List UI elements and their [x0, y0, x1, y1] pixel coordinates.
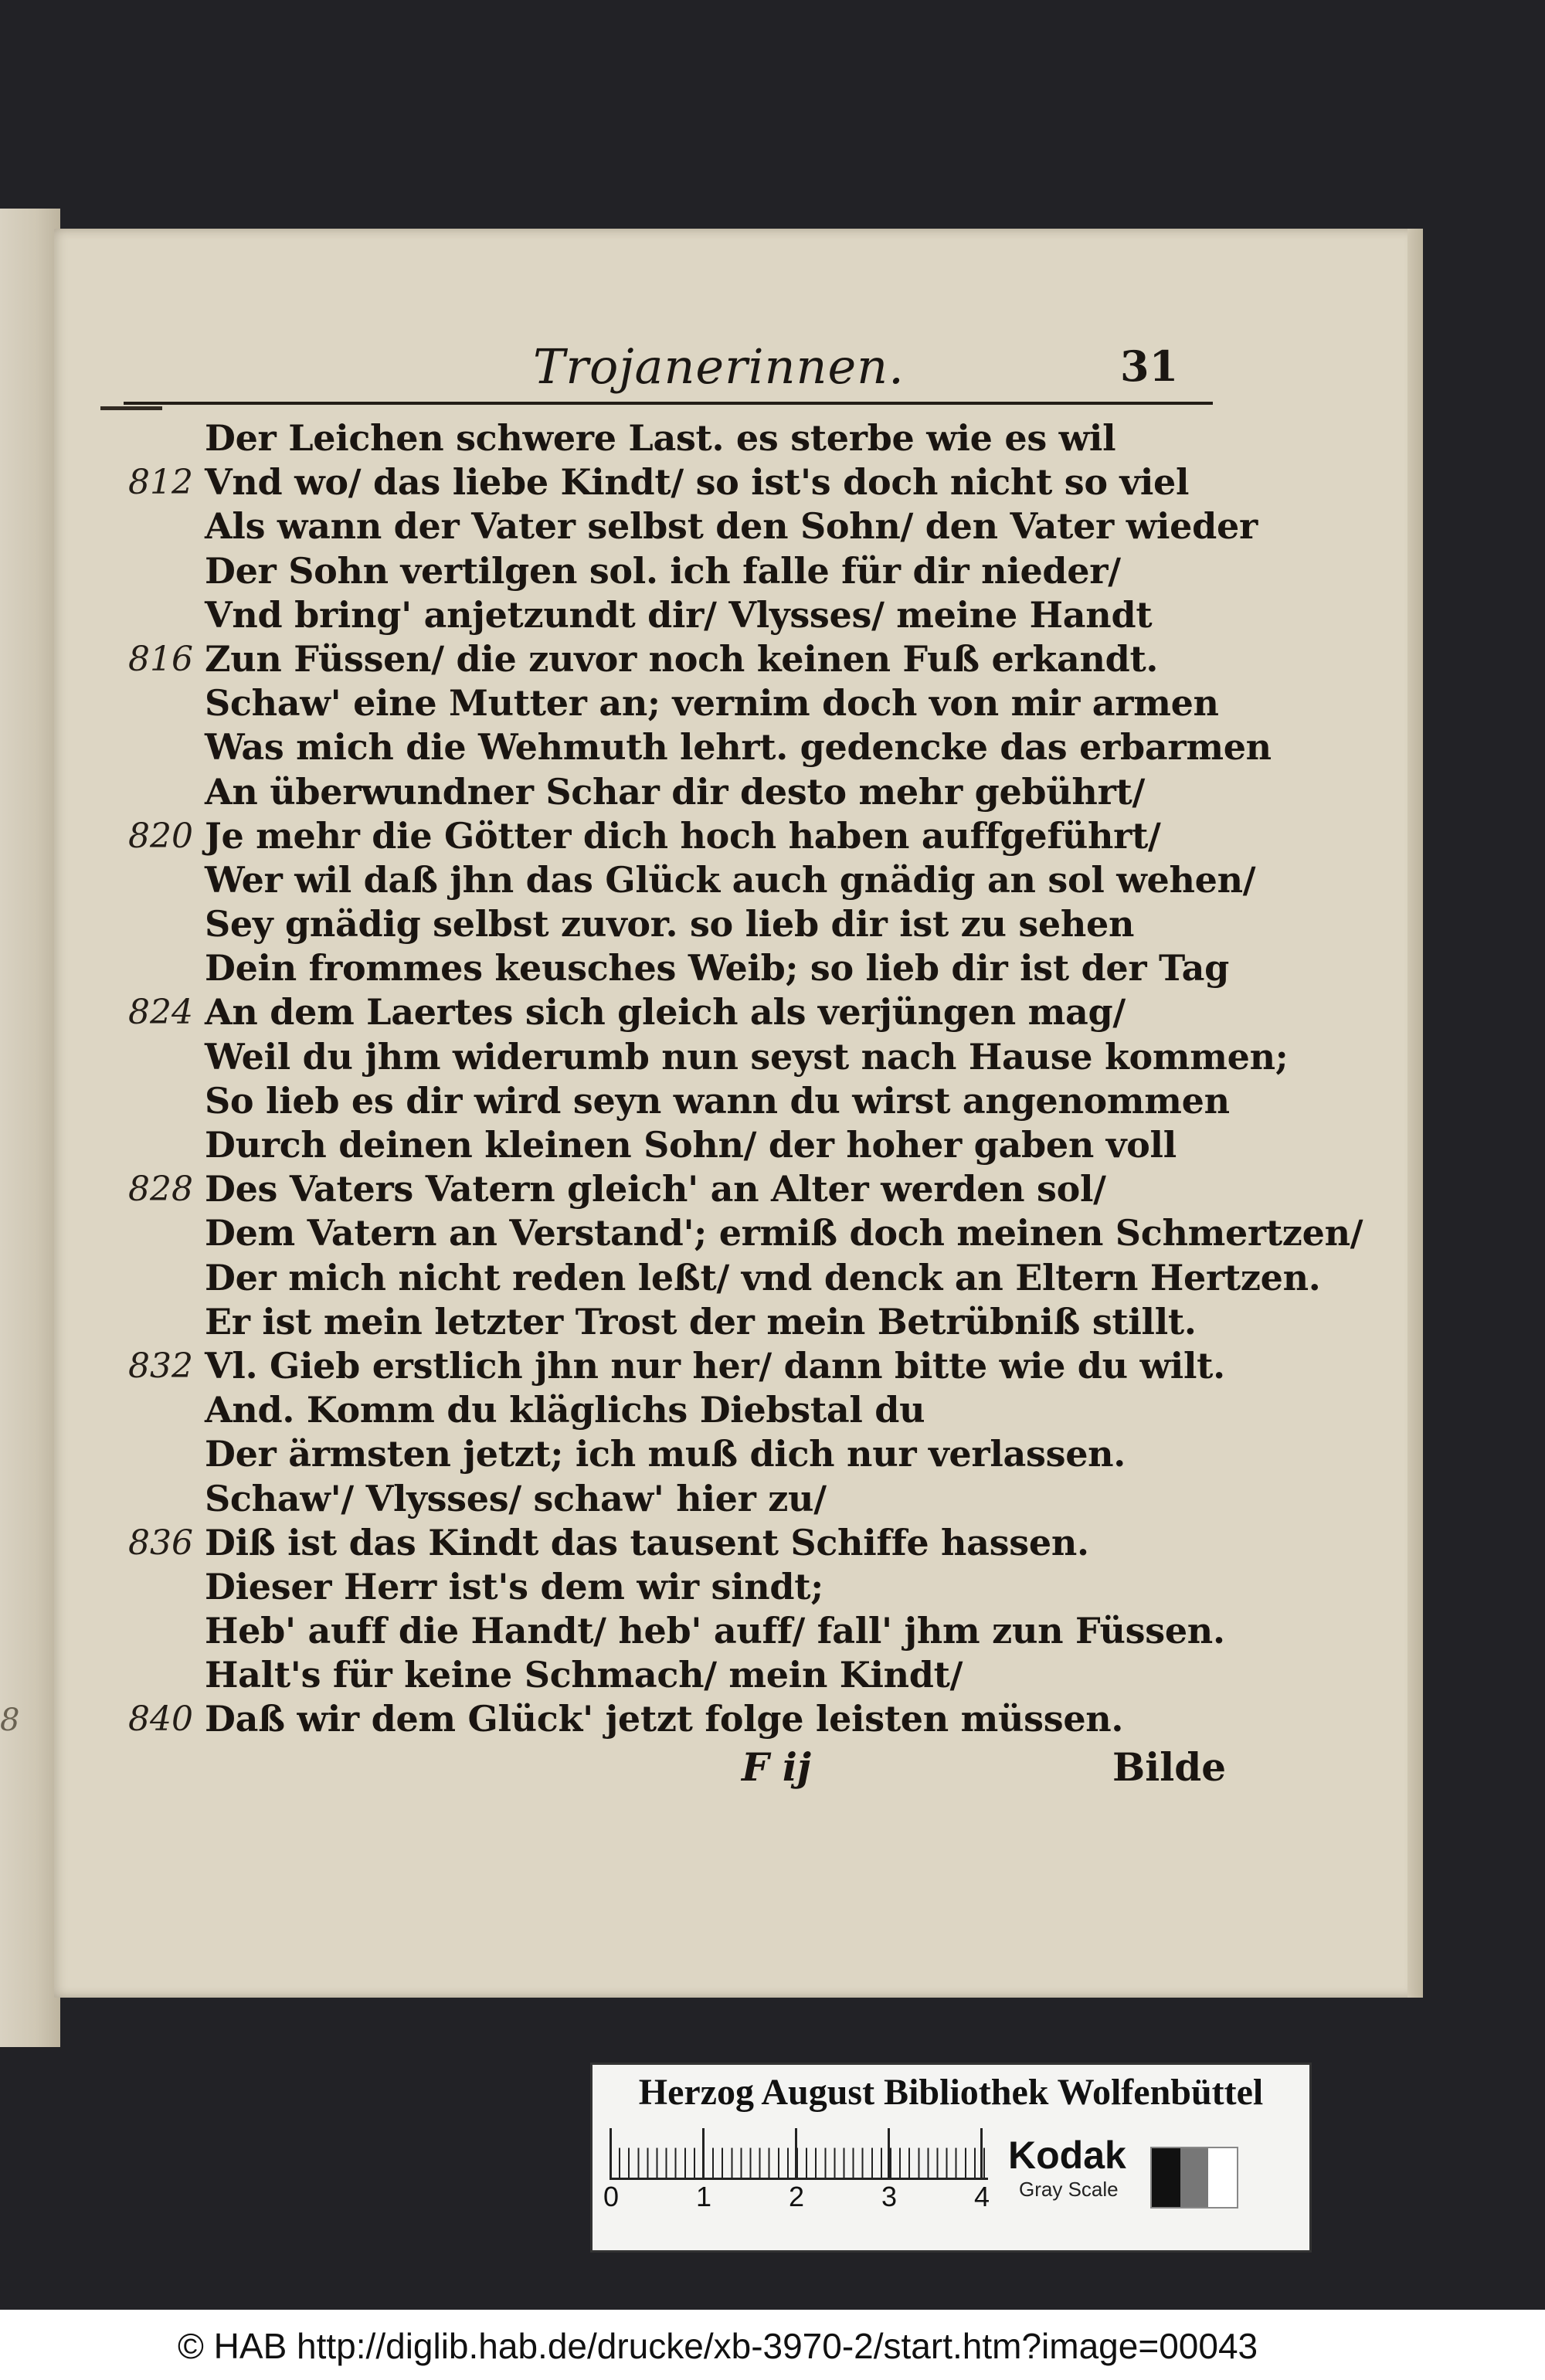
verse-text: Schaw'/ Vlysses/ schaw' hier zu/: [205, 1477, 827, 1519]
verse-text: Der Sohn vertilgen sol. ich falle für dir nieder/: [205, 549, 1121, 592]
ruler-number: 1: [696, 2181, 712, 2212]
ruler-number: 3: [881, 2181, 898, 2212]
line-number: 836: [128, 1523, 193, 1563]
verse-text: Dem Vatern an Verstand'; ermiß doch meinen Schmertzen/: [205, 1212, 1363, 1255]
scale-ruler: [610, 2134, 988, 2180]
verse-line: [54, 591, 1421, 635]
gray-scale-label: Gray Scale: [1019, 2178, 1119, 2201]
line-number: 820: [128, 816, 193, 856]
verse-line: [54, 812, 1421, 856]
verse-text: Dein frommes keusches Weib; so lieb dir ist der Tag: [205, 947, 1229, 990]
verse-text: Je mehr die Götter dich hoch haben auffgeführt/: [205, 814, 1161, 857]
line-number: 816: [128, 639, 193, 679]
book-page: [54, 229, 1421, 1998]
page-number: 31: [1120, 341, 1179, 391]
verse-text: Durch deinen kleinen Sohn/ der hoher gaben voll: [205, 1124, 1177, 1166]
copyright-url: © HAB http://diglib.hab.de/drucke/xb-3970-2/start.htm?image=00043: [178, 2326, 1258, 2366]
library-color-card: [590, 2063, 1312, 2253]
verse-text: Vnd bring' anjetzundt dir/ Vlysses/ meine Handt: [205, 593, 1153, 636]
verse-text: Heb' auff die Handt/ heb' auff/ fall' jhm zun Füssen.: [205, 1610, 1225, 1652]
verse-text: Zun Füssen/ die zuvor noch keinen Fuß erkandt.: [205, 637, 1159, 680]
line-number: 828: [128, 1170, 193, 1210]
verse-line: [54, 1033, 1421, 1077]
ruler-tick: [795, 2128, 797, 2178]
ruler-tick: [610, 2128, 612, 2178]
verse-text: So lieb es dir wird seyn wann du wirst angenommen: [205, 1079, 1230, 1122]
verse-line: [54, 1209, 1421, 1253]
facing-page-edge: [0, 209, 60, 2047]
footer-bar: [0, 2310, 1545, 2380]
verse-line: [54, 1165, 1421, 1209]
verse-text: Diß ist das Kindt das tausent Schiffe hassen.: [205, 1521, 1089, 1563]
line-number: 812: [128, 463, 193, 503]
verse-text: Der ärmsten jetzt; ich muß dich nur verlassen.: [205, 1433, 1126, 1475]
verse-text: Halt's für keine Schmach/ mein Kindt/: [205, 1654, 963, 1696]
ruler-number: 0: [603, 2181, 620, 2212]
verse-line: [54, 679, 1421, 723]
header-rule-fragment: [100, 406, 162, 410]
verse-text: Dieser Herr ist's dem wir sindt;: [205, 1565, 823, 1608]
signature-mark: F ij: [742, 1744, 811, 1790]
verse-line: [54, 1475, 1421, 1519]
verse-line: [54, 988, 1421, 1032]
verse-line: [54, 1430, 1421, 1474]
verse-text: Was mich die Wehmuth lehrt. gedencke das erbarmen: [205, 726, 1272, 769]
verse-line: [54, 900, 1421, 944]
verse-line: [54, 1342, 1421, 1386]
line-number: 824: [128, 993, 193, 1033]
verse-text: Sey gnädig selbst zuvor. so lieb dir ist zu sehen: [205, 903, 1135, 946]
kodak-logo: Kodak: [1008, 2134, 1126, 2177]
verse-text: And. Komm du kläglichs Diebstal du: [205, 1389, 925, 1431]
verse-line: [54, 1519, 1421, 1563]
verse-line: [54, 1077, 1421, 1121]
verse-text: An überwundner Schar dir desto mehr gebührt/: [205, 770, 1145, 813]
verse-text: Er ist mein letzter Trost der mein Betrübniß stillt.: [205, 1300, 1197, 1343]
verse-line: [54, 502, 1421, 546]
running-title: Trojanerinnen.: [533, 338, 905, 395]
verse-text: An dem Laertes sich gleich als verjüngen mag/: [205, 991, 1126, 1034]
ruler-number: 2: [789, 2181, 805, 2212]
page-fore-edge: [1407, 229, 1423, 1998]
verse-text: Des Vaters Vatern gleich' an Alter werden sol/: [205, 1168, 1106, 1210]
library-name: Herzog August Bibliothek Wolfenbüttel: [638, 2072, 1264, 2113]
verse-line: [54, 944, 1421, 988]
line-number: 832: [128, 1346, 193, 1386]
verse-line: [54, 1254, 1421, 1298]
facing-page-fragment: 8: [0, 1703, 20, 1738]
verse-line: [54, 1121, 1421, 1165]
verse-line: [54, 1651, 1421, 1695]
verse-text: Der Leichen schwere Last. es sterbe wie es wil: [205, 417, 1116, 459]
verse-line: [54, 547, 1421, 591]
gray-scale-patches: [1150, 2147, 1238, 2209]
header-rule: [124, 402, 1213, 405]
verse-line: [54, 1298, 1421, 1342]
verse-text: Als wann der Vater selbst den Sohn/ den Vater wieder: [205, 505, 1258, 548]
ruler-number: 4: [974, 2181, 990, 2212]
line-number: 840: [128, 1699, 193, 1740]
verse-text: Der mich nicht reden leßt/ vnd denck an Eltern Hertzen.: [205, 1256, 1321, 1299]
verse-line: [54, 723, 1421, 767]
verse-block: [54, 414, 1421, 1740]
verse-text: Weil du jhm widerumb nun seyst nach Hause kommen;: [205, 1035, 1289, 1078]
verse-text: Wer wil daß jhn das Glück auch gnädig an sol wehen/: [205, 858, 1256, 901]
ruler-tick: [888, 2128, 890, 2178]
verse-line: [54, 856, 1421, 900]
verse-line: [54, 414, 1421, 458]
ruler-tick: [980, 2128, 983, 2178]
ruler-tick: [702, 2128, 705, 2178]
verse-line: [54, 1563, 1421, 1607]
verse-text: Schaw' eine Mutter an; vernim doch von mir armen: [205, 682, 1219, 725]
running-header: [54, 328, 1421, 413]
verse-line: [54, 1607, 1421, 1651]
verse-line: [54, 1695, 1421, 1739]
verse-line: [54, 768, 1421, 812]
verse-text: Daß wir dem Glück' jetzt folge leisten müssen.: [205, 1698, 1124, 1740]
catchword: Bilde: [1112, 1744, 1227, 1790]
verse-line: [54, 635, 1421, 679]
verse-text: Vl. Gieb erstlich jhn nur her/ dann bitte wie du wilt.: [205, 1344, 1225, 1387]
verse-text: Vnd wo/ das liebe Kindt/ so ist's doch nicht so viel: [205, 461, 1190, 504]
verse-line: [54, 458, 1421, 502]
verse-line: [54, 1386, 1421, 1430]
